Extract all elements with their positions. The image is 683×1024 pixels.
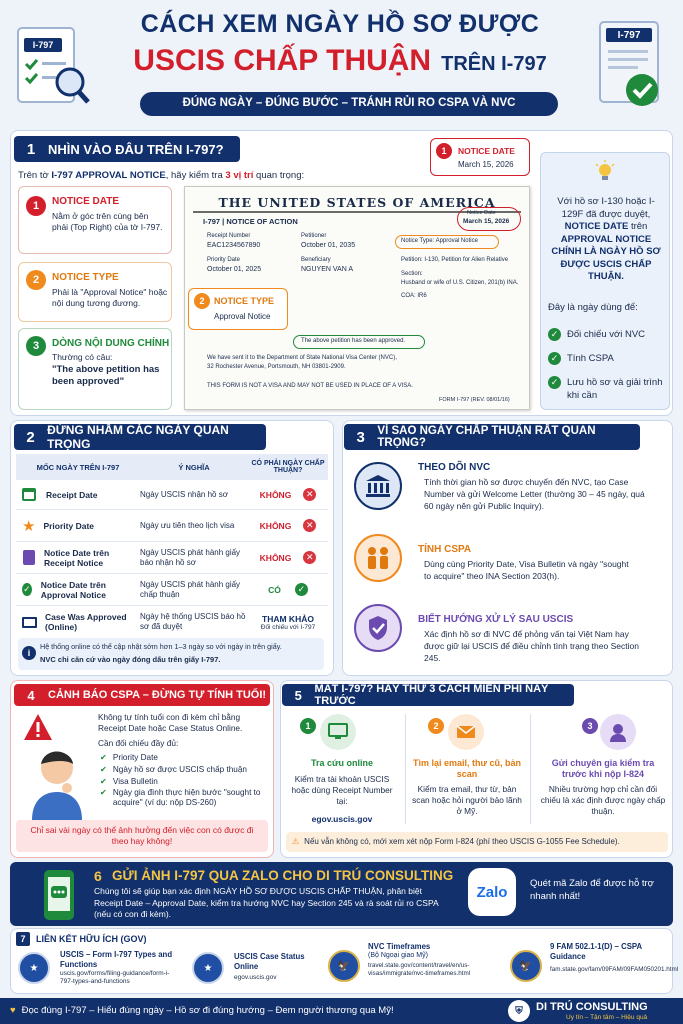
heart-icon: ♥ [10, 1005, 16, 1016]
step-3-title: DÒNG NỘI DUNG CHÍNH [52, 338, 170, 349]
document-icon [23, 550, 35, 565]
family-icon [354, 534, 402, 582]
doc-priority-value: October 01, 2025 [207, 266, 262, 273]
section-7-header [16, 932, 146, 946]
section-4-header [14, 684, 270, 706]
reason-2-text: Dùng cùng Priority Date, Visa Bulletin và ngày "sought to acquire" theo INA Section 203(h). [424, 559, 629, 581]
cspa-item-1: ✔ Priority Date [100, 752, 158, 762]
doc-section-value: Husband or wife of U.S. Citizen, 201(b) INA. [401, 280, 519, 286]
section-3-header [344, 424, 640, 450]
page-title-line2a: USCIS CHẤP THUẬN [133, 44, 432, 77]
computer-icon [320, 714, 356, 750]
state-dept-seal-icon: 🦅 [328, 950, 360, 982]
warning-icon [22, 712, 54, 742]
section-3-number: 3 [356, 428, 365, 446]
cspa-item-4: ✔ Ngày gia đình thực hiện bước "sought to acquire" (ví dụ: nộp DS-260) [100, 788, 261, 807]
doc-petitioner-value: October 01, 2035 [301, 242, 356, 249]
method-1-badge: 1 [300, 718, 316, 734]
thinking-person-icon [22, 744, 92, 820]
gov-link-1[interactable]: ★ USCIS – Form I-797 Types and Functions uscis.gov/forms/filing-guidance/form-i-797-types-and-functions [16, 948, 180, 992]
section-1-intro: Trên tờ I-797 APPROVAL NOTICE, hãy kiểm tra 3 vị trí quan trọng: [18, 170, 305, 181]
building-icon [354, 462, 402, 510]
doc-form: I-797 | NOTICE OF ACTION [203, 217, 298, 226]
method-2-badge: 2 [428, 718, 444, 734]
method-3-badge: 3 [582, 718, 598, 734]
doc-section-label: Section: [401, 271, 423, 277]
page-title-line2b: TRÊN I-797 [441, 52, 547, 75]
doc-receipt-label: Receipt Number [207, 233, 251, 239]
step-2-title: NOTICE TYPE [52, 272, 119, 283]
table-row: Notice Date trên Receipt Notice Ngày USCIS phát hành giấy báo nhận hồ sơ KHÔNG ✕ [16, 542, 328, 574]
footer-tagline: Uy tín – Tận tâm – Hiệu quả [566, 1014, 648, 1021]
doc-petitioner-label: Petitioner [301, 233, 327, 239]
table-row: ✓ Notice Date trên Approval Notice Ngày USCIS phát hành giấy chấp thuận CÓ ✓ [16, 574, 328, 606]
badge-left: I-797 [32, 40, 54, 50]
doc-banner: THE UNITED STATES OF AMERICA [218, 195, 496, 210]
gov-link-4[interactable]: 🦅 9 FAM 502.1-1(D) – CSPA Guidance fam.state.gov/fam/09FAM/09FAM050201.html [508, 940, 668, 992]
doc-sent-line1: We have sent it to the Department of State National Visa Center (NVC), [207, 355, 397, 361]
step-2-text: Phải là "Approval Notice" hoặc nội dung tương đương. [52, 287, 168, 308]
section-5-header [282, 684, 574, 706]
table-row: ★ Priority Date Ngày ưu tiên theo lịch visa KHÔNG ✕ [16, 510, 328, 542]
monitor-icon [22, 617, 37, 628]
doc-petition-line: Petition: I-130, Petition for Alien Relative [401, 257, 509, 263]
cspa-item-2: ✔ Ngày hồ sơ được USCIS chấp thuận [100, 764, 247, 774]
section-6-text: Chúng tôi sẽ giúp bạn xác định NGÀY HỒ SƠ ĐƯỢC USCIS CHẤP THUẬN, phân biệt Receipt Date – Approval Date, kiểm tra hướng NVC hay Section 245 và rà soát rủi ro CSPA (nếu có con đi kèm). [94, 886, 439, 919]
section-3-title: VÌ SAO NGÀY CHẤP THUẬN RẤT QUAN TRỌNG? [377, 425, 596, 449]
method-1-title: Tra cứu online [310, 758, 374, 768]
section-5-title: MẤT I-797? HÃY THỬ 3 CÁCH MIỄN PHÍ NÀY TRƯỚC [314, 683, 549, 707]
check-icon: ✓ [295, 583, 308, 596]
side-use-3: ✓ Lưu hồ sơ và giải trình khi cần [548, 376, 666, 402]
step-1-title: NOTICE DATE [52, 196, 120, 207]
side-uses-label: Đây là ngày dùng để: [548, 302, 638, 313]
col-head-meaning: Ý NGHĨA [178, 462, 210, 472]
callout-date-title: NOTICE DATE [458, 146, 515, 156]
side-text: Với hồ sơ I-130 hoặc I-129F đã được duyệt, NOTICE DATE trên APPROVAL NOTICE CHÍNH LÀ NGÀY HỒ SƠ ĐƯỢC USCIS CHẤP THUẬN. [551, 196, 661, 282]
method-2-text: Kiểm tra email, thư từ, bản scan hoặc hỏi người bảo lãnh ở Mỹ. [412, 784, 522, 816]
x-icon: ✕ [303, 488, 316, 501]
cspa-p2: Cần đối chiếu đầy đủ: [98, 738, 179, 748]
method-3-title: Gửi chuyên gia kiểm tra trước khi nộp I-824 [551, 758, 655, 779]
doc-coa: COA: IR6 [401, 293, 427, 299]
doc-notice-type: Notice Type: Approval Notice [401, 238, 478, 244]
step-3-quote: "The above petition has been approved" [52, 364, 160, 387]
method-3-text: Nhiều trường hợp chỉ cần đối chiếu là xác định được ngày chấp thuận. [540, 784, 666, 816]
note-line1: Hệ thống online có thể cập nhật sớm hơn 1–3 ngày so với ngày in trên giấy. [40, 642, 282, 651]
support-agent-icon [600, 714, 636, 750]
section-1-header [14, 136, 240, 162]
reason-1-title: THEO DÕI NVC [418, 462, 491, 473]
table-row: Receipt Date Ngày USCIS nhận hồ sơ KHÔNG ✕ [16, 480, 328, 510]
section-1-title: NHÌN VÀO ĐÂU TRÊN I-797? [48, 141, 224, 157]
x-icon: ✕ [303, 551, 316, 564]
lightbulb-icon [594, 160, 616, 184]
callout-type-badge: 2 [194, 293, 210, 309]
table-row: Case Was Approved (Online) Ngày hệ thống USCIS báo hồ sơ đã duyệt THAM KHẢO Đối chiếu với I-797 [16, 606, 328, 638]
doc-notice-date-value: March 15, 2026 [463, 218, 510, 225]
doc-sent-line2: 32 Rochester Avenue, Portsmouth, NH 03801-2909. [207, 364, 346, 370]
section-7-title: LIÊN KẾT HỮU ÍCH (GOV) [36, 934, 147, 944]
phone-chat-icon [36, 868, 82, 922]
gov-link-2[interactable]: ★ USCIS Case Status Online egov.uscis.gov [190, 948, 316, 992]
info-icon: i [22, 646, 36, 660]
reason-3-text: Xác định hồ sơ đi NVC để phỏng vấn tại Việt Nam hay được giữ lại USCIS để điều chỉnh tình trạng theo Section 245. [424, 629, 639, 663]
star-icon: ★ [22, 517, 36, 535]
callout-type-title: NOTICE TYPE [214, 296, 275, 306]
callout-date-value: March 15, 2026 [458, 160, 514, 169]
zalo-button[interactable] [468, 868, 516, 916]
method-1-text: Kiểm tra tài khoản USCIS hoặc dùng Receipt Number tại: [291, 774, 393, 806]
note-line2: NVC chỉ căn cứ vào ngày đóng dấu trên giấy I-797. [40, 655, 221, 664]
dhs-seal-icon: ★ [18, 952, 50, 984]
doc-footer: FORM I-797 (REV. 08/01/16) [439, 397, 510, 403]
section-7-number: 7 [16, 932, 30, 946]
method-2-title: Tìm lại email, thư cũ, bản scan [412, 758, 522, 779]
step-1-text: Nằm ở góc trên cùng bên phải (Top Right) của tờ I-797. [52, 211, 163, 232]
doc-approved-line: The above petition has been approved. [301, 338, 406, 344]
badge-right: I-797 [617, 30, 641, 41]
section-6-number: 6 [94, 868, 102, 884]
shield-icon [354, 604, 402, 652]
zalo-logo: Zalo [476, 883, 508, 901]
section-4-title: CẢNH BÁO CSPA – ĐỪNG TỰ TÍNH TUỔI! [48, 689, 267, 701]
envelope-icon [448, 714, 484, 750]
side-use-1: ✓ Đối chiếu với NVC [548, 328, 645, 341]
gov-link-3[interactable]: 🦅 NVC Timeframes (Bộ Ngoại giao Mỹ) travel.state.gov/content/travel/en/us-visas/immigrate/nvc-timeframes.html [326, 940, 498, 992]
side-use-2: ✓ Tính CSPA [548, 352, 614, 365]
cspa-item-3: ✔ Visa Bulletin [100, 776, 158, 786]
doc-receipt-value: EAC1234567890 [207, 242, 261, 249]
brand-logo-icon: ⛨ [508, 1000, 530, 1022]
section-5-note-text: ⚠ Nếu vẫn không có, mới xem xét nộp Form I-824 (phí theo USCIS G-1055 Fee Schedule). [292, 837, 620, 846]
footer-slogan: ♥ Đọc đúng I-797 – Hiểu đúng ngày – Hồ sơ đi đúng hướng – Đem người thương qua Mỹ! [10, 1005, 394, 1016]
section-1-number: 1 [26, 140, 36, 158]
reason-3-title: BIẾT HƯỚNG XỬ LÝ SAU USCIS [418, 614, 574, 625]
footer-brand: DI TRÚ CONSULTING [536, 1001, 648, 1013]
state-dept-seal-icon: 🦅 [510, 950, 542, 982]
check-icon: ✓ [23, 584, 31, 594]
subtitle: ĐÚNG NGÀY – ĐÚNG BƯỚC – TRÁNH RỦI RO CSPA VÀ NVC [182, 97, 516, 109]
dhs-seal-icon: ★ [192, 952, 224, 984]
warning-small-icon: ⚠ [292, 837, 300, 846]
step-3-badge: 3 [26, 336, 46, 356]
calendar-icon [22, 488, 36, 501]
doc-notice-date-label: Notice Date [467, 210, 496, 216]
section-2-number: 2 [26, 428, 35, 446]
cspa-warning: Chỉ sai vài ngày có thể ảnh hưởng đến việc con có được đi theo hay không! [30, 825, 254, 846]
x-icon: ✕ [303, 519, 316, 532]
doc-beneficiary-label: Beneficiary [301, 257, 331, 263]
step-3-text: Thường có câu: [52, 352, 113, 362]
dates-table [16, 454, 328, 638]
method-1-link[interactable]: egov.uscis.gov [311, 814, 373, 824]
section-5-number: 5 [294, 687, 302, 703]
reason-2-title: TÍNH CSPA [418, 544, 472, 555]
cspa-p1: Không tự tính tuổi con đi kèm chỉ bằng Receipt Date hoặc Case Status Online. [98, 712, 243, 733]
page-title-line1: CÁCH XEM NGÀY HỒ SƠ ĐƯỢC [140, 10, 540, 38]
zalo-qr-text: Quét mã Zalo để được hỗ trợ nhanh nhất! [530, 878, 654, 902]
col-head-approval: CÓ PHẢI NGÀY CHẤP THUẬN? [251, 460, 325, 474]
doc-not-visa: THIS FORM IS NOT A VISA AND MAY NOT BE USED IN PLACE OF A VISA. [207, 383, 413, 389]
step-list [18, 186, 174, 412]
col-head-date: MỐC NGÀY TRÊN I-797 [36, 462, 120, 472]
callout-date-badge: 1 [436, 143, 452, 159]
doc-priority-label: Priority Date [207, 257, 241, 263]
section-2-header [14, 424, 266, 450]
header [0, 0, 683, 128]
document-checklist-icon [14, 22, 92, 110]
section-2-title: ĐỪNG NHẦM CÁC NGÀY QUAN TRỌNG [47, 423, 229, 451]
reason-1-text: Tính thời gian hồ sơ được chuyển đến NVC, tạo Case Number và gửi Welcome Letter (thường 30 – 45 ngày, quá 60 ngày nên gửi Public Inquiry). [424, 477, 645, 511]
doc-beneficiary-value: NGUYEN VAN A [301, 266, 353, 273]
section-4-number: 4 [27, 687, 35, 703]
step-1-badge: 1 [26, 196, 46, 216]
section-6-title: GỬI ẢNH I-797 QUA ZALO CHO DI TRÚ CONSULTING [112, 868, 454, 883]
callout-type-value: Approval Notice [214, 312, 271, 321]
step-2-badge: 2 [26, 270, 46, 290]
